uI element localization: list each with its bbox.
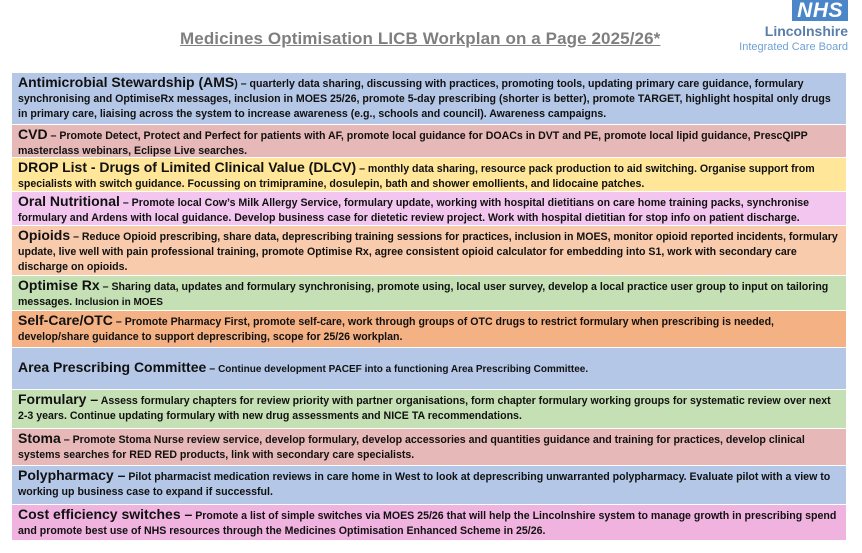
row-description-extra: Continue development PACEF into a functioning Area Prescribing Committee. xyxy=(218,364,589,375)
row-description-extra: Inclusion in MOES xyxy=(75,297,163,309)
nhs-logo xyxy=(727,0,862,58)
row-heading: Stoma xyxy=(18,430,61,446)
row-heading: Formulary – xyxy=(18,391,99,407)
row-formulary xyxy=(12,390,846,429)
row-heading: Self-Care/OTC xyxy=(18,312,113,328)
row-heading: Antimicrobial Stewardship (AMS xyxy=(18,74,235,90)
row-cost-efficiency-switches xyxy=(12,505,846,541)
row-description: ) – quarterly data sharing, discussing with practices, promoting tools, updating primary care guidance, formulary synchronising and OptimiseRx messages, inclusion in MOES 25/26, promote 5-day prescribing (shorter is better), promote TARGET, highlight hospital only drugs in primary care, liaising across the system to increase awareness (e.g., schools and council). Awareness campaigns. xyxy=(18,78,831,121)
row-heading: DROP List - Drugs of Limited Clinical Value (DLCV) xyxy=(18,159,357,175)
row-antimicrobial-stewardship xyxy=(12,73,846,125)
logo-org-subtitle: Integrated Care Board xyxy=(739,41,848,53)
row-description: – xyxy=(206,363,219,375)
row-optimise-rx xyxy=(12,276,846,311)
row-self-care-otc xyxy=(12,311,846,348)
row-heading: Oral Nutritional xyxy=(18,193,120,209)
page-title: Medicines Optimisation LICB Workplan on a Page 2025/26* xyxy=(180,29,661,48)
logo-org-name: Lincolnshire xyxy=(764,23,848,39)
row-description: – Promote Detect, Protect and Perfect for patients with AF, promote local guidance for DOACs in DVT and PE, promote local lipid guidance, PrescQIPP masterclass webinars, Eclipse Live searches. xyxy=(18,130,808,158)
row-cvd xyxy=(12,125,846,158)
row-drop-list xyxy=(12,158,846,192)
workplan-table xyxy=(12,73,846,541)
row-oral-nutritional xyxy=(12,192,846,226)
row-description: – monthly data sharing, resource pack production to aid switching. Organise support from specialists with switch guidance. Focussing on trimipramine, dosulepin, bath and shower emollients, and lidocaine patches. xyxy=(18,163,815,191)
row-polypharmacy xyxy=(12,466,846,505)
row-description: – Sharing data, updates and formulary synchronising, promote using, local user survey, develop a local practice user group to input on tailoring messages. xyxy=(18,281,829,309)
nhs-logo-mark: NHS xyxy=(792,0,848,21)
row-description: Pilot pharmacist medication reviews in care home in West to look at deprescribing unwarranted polypharmacy. Evaluate pilot with a view to working up business case to expand if successful. xyxy=(18,471,831,499)
row-description: – Promote Pharmacy First, promote self-care, work through groups of OTC drugs to restrict formulary when prescribing is needed, develop/share guidance to support deprescribing, scope for 25/26 workplan. xyxy=(18,316,774,344)
row-area-prescribing-committee xyxy=(12,348,846,390)
row-heading: Area Prescribing Committee xyxy=(18,359,207,375)
row-heading: Cost efficiency switches – xyxy=(18,506,193,522)
row-description: – Reduce Opioid prescribing, share data, deprescribing training sessions for practices, inclusion in MOES, monitor opioid reported incidents, formulary update, live well with pain professional training, promote Optimise Rx, agree consistent opioid calculator for embedding into S1, work with secondary care discharge on opioids. xyxy=(18,231,838,274)
row-stoma xyxy=(12,429,846,466)
row-description: Assess formulary chapters for review priority with partner organisations, form chapter formulary working groups for systematic review over next 2-3 years. Continue updating formulary with new drug assessments and NICE TA recommendations. xyxy=(18,395,831,423)
row-heading: Polypharmacy – xyxy=(18,467,126,483)
row-description: – Promote local Cow’s Milk Allergy Service, formulary update, working with hospital dietitians on care home training packs, synchronise formulary and Ardens with local guidance. Develop business case for dietetic review project. Work with hospital dietitian for stop info on patient discharge. xyxy=(18,197,810,225)
row-description: – Promote Stoma Nurse review service, develop formulary, develop accessories and quantities guidance and training for practices, develop clinical systems searches for RED RED products, link with secondary care specialists. xyxy=(18,434,805,462)
row-heading: Optimise Rx xyxy=(18,277,100,293)
row-heading: Opioids xyxy=(18,227,71,243)
row-description: Promote a list of simple switches via MOES 25/26 that will help the Lincolnshire system to manage growth in prescribing spend and promote best use of NHS resources through the Medicines Optimisation Enhanced Scheme in 25/26. xyxy=(18,510,837,538)
row-opioids xyxy=(12,226,846,276)
row-heading: CVD xyxy=(18,126,48,142)
